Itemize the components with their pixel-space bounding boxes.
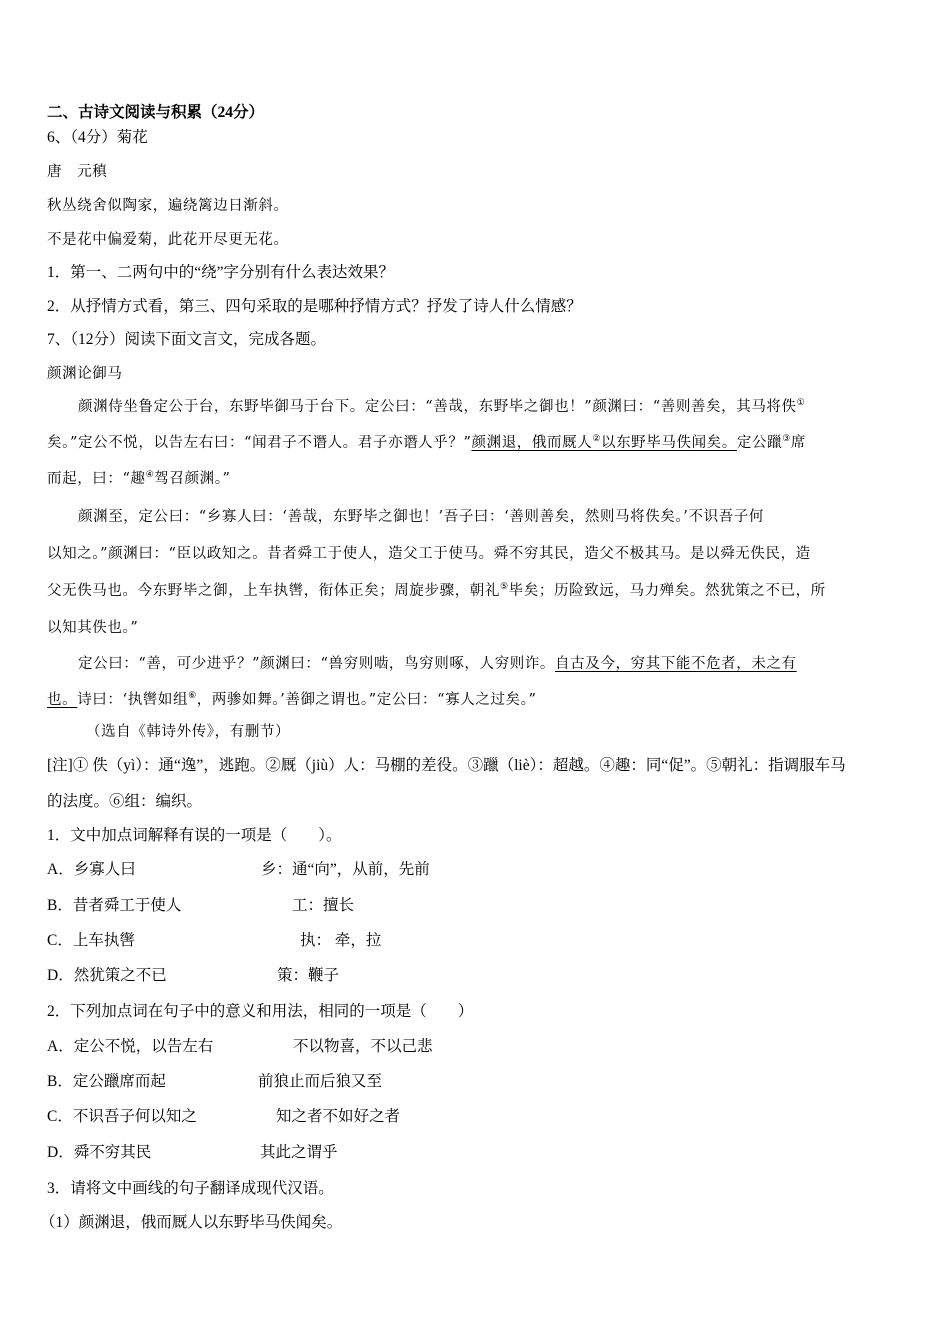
question-6-header: 6、（4分）菊花	[47, 129, 148, 146]
q1-option-d: D．然犹策之不已 策：鞭子	[47, 967, 340, 984]
q6-sub-question-1: 1．第一、二两句中的“绕”字分别有什么表达效果？	[47, 264, 395, 281]
q3-item-1: （1）颜渊退，俄而厩人以东野毕马佚闻矣。	[40, 1214, 343, 1231]
annotation-line-2: 的法度。⑥组：编织。	[47, 793, 203, 810]
passage-p1-line-1: 颜渊侍坐鲁定公于台，东野毕御马于台下。定公曰：“善哉，东野毕之御也！”颜渊曰：“善则善矣，其马将佚①	[78, 398, 806, 415]
passage-source: （选自《韩诗外传》，有删节）	[86, 724, 291, 740]
section-title: 二、古诗文阅读与积累（24分）	[47, 104, 265, 121]
poem-line-2: 不是花中偏爱菊，此花开尽更无花。	[47, 232, 289, 248]
text-title: 颜渊论御马	[47, 366, 123, 382]
q1-option-b: B．昔者舜工于使人 工：擅长	[47, 897, 355, 914]
q2-option-c: C．不识吾子何以知之 知之者不如好之者	[47, 1108, 401, 1125]
passage-p2-line-4: 以知其佚也。”	[47, 620, 139, 636]
passage-p2-line-1: 颜渊至，定公曰：“乡寡人曰：‘善哉，东野毕之御也！’吾子曰：‘善则善矣，然则马将佚矣。’不识吾子何	[78, 509, 764, 525]
annotation-line-1: [注]① 佚（yì）：通“逸”，逃跑。②厩（jiù）人：马棚的差役。③躐（liè）：超越。④趣：同“促”。⑤朝礼：指调服车马	[47, 757, 846, 774]
poem-author: 唐 元稹	[47, 164, 108, 180]
q7-sub-question-3: 3．请将文中画线的句子翻译成现代汉语。	[47, 1180, 334, 1197]
q2-option-d: D．舜不穷其民 其此之谓乎	[47, 1144, 338, 1161]
passage-p3-line-2: 也。诗曰：‘执辔如组⑥，两骖如舞。’善御之谓也。”定公曰：“寡人之过矣。”	[47, 691, 537, 708]
passage-p2-line-3: 父无佚马也。今东野毕之御，上车执辔，衔体正矣；周旋步骤，朝礼⑤毕矣；历险致远，马力殚矣。然犹策之不已，所	[47, 582, 826, 599]
q7-sub-question-2: 2．下列加点词在句子中的意义和用法，相同的一项是（ ）	[47, 1003, 474, 1020]
underlined-sentence-2: 自古及今，穷其下能不危者，未之有	[555, 656, 797, 672]
underlined-sentence-1: 颜渊退，俄而厩人②以东野毕马佚闻矣。	[471, 434, 737, 451]
q6-sub-question-2: 2．从抒情方式看，第三、四句采取的是哪种抒情方式？抒发了诗人什么情感？	[47, 298, 582, 315]
passage-p3-line-1: 定公曰：“善，可少进乎？”颜渊曰：“兽穷则啮，鸟穷则啄，人穷则诈。自古及今，穷其下能不危者，未之有	[78, 656, 797, 672]
passage-p1-line-3: 而起，曰：“趣④驾召颜渊。”	[47, 470, 231, 487]
passage-p1-line-2: 矣。”定公不悦，以告左右曰：“闻君子不谮人。君子亦谮人乎？”颜渊退，俄而厩人②以东野毕马佚闻矣。定公躐③席	[47, 434, 806, 451]
question-7-header: 7、（12分）阅读下面文言文，完成各题。	[47, 331, 327, 348]
q2-option-a: A．定公不悦，以告左右 不以物喜，不以己悲	[47, 1038, 433, 1055]
passage-p2-line-2: 以知之。”颜渊曰：“臣以政知之。昔者舜工于使人，造父工于使马。舜不穷其民，造父不极其马。是以舜无佚民，造	[47, 546, 811, 562]
q2-option-b: B．定公躐席而起 前狼止而后狼又至	[47, 1073, 383, 1090]
underlined-sentence-2-end: 也。	[47, 692, 78, 708]
poem-line-1: 秋丛绕舍似陶家，遍绕篱边日渐斜。	[47, 198, 289, 214]
q7-sub-question-1: 1．文中加点词解释有误的一项是（ ）。	[47, 827, 342, 844]
q1-option-a: A．乡寡人曰 乡：通“向”，从前，先前	[47, 861, 430, 878]
q1-option-c: C．上车执辔 执： 牵，拉	[47, 932, 382, 949]
